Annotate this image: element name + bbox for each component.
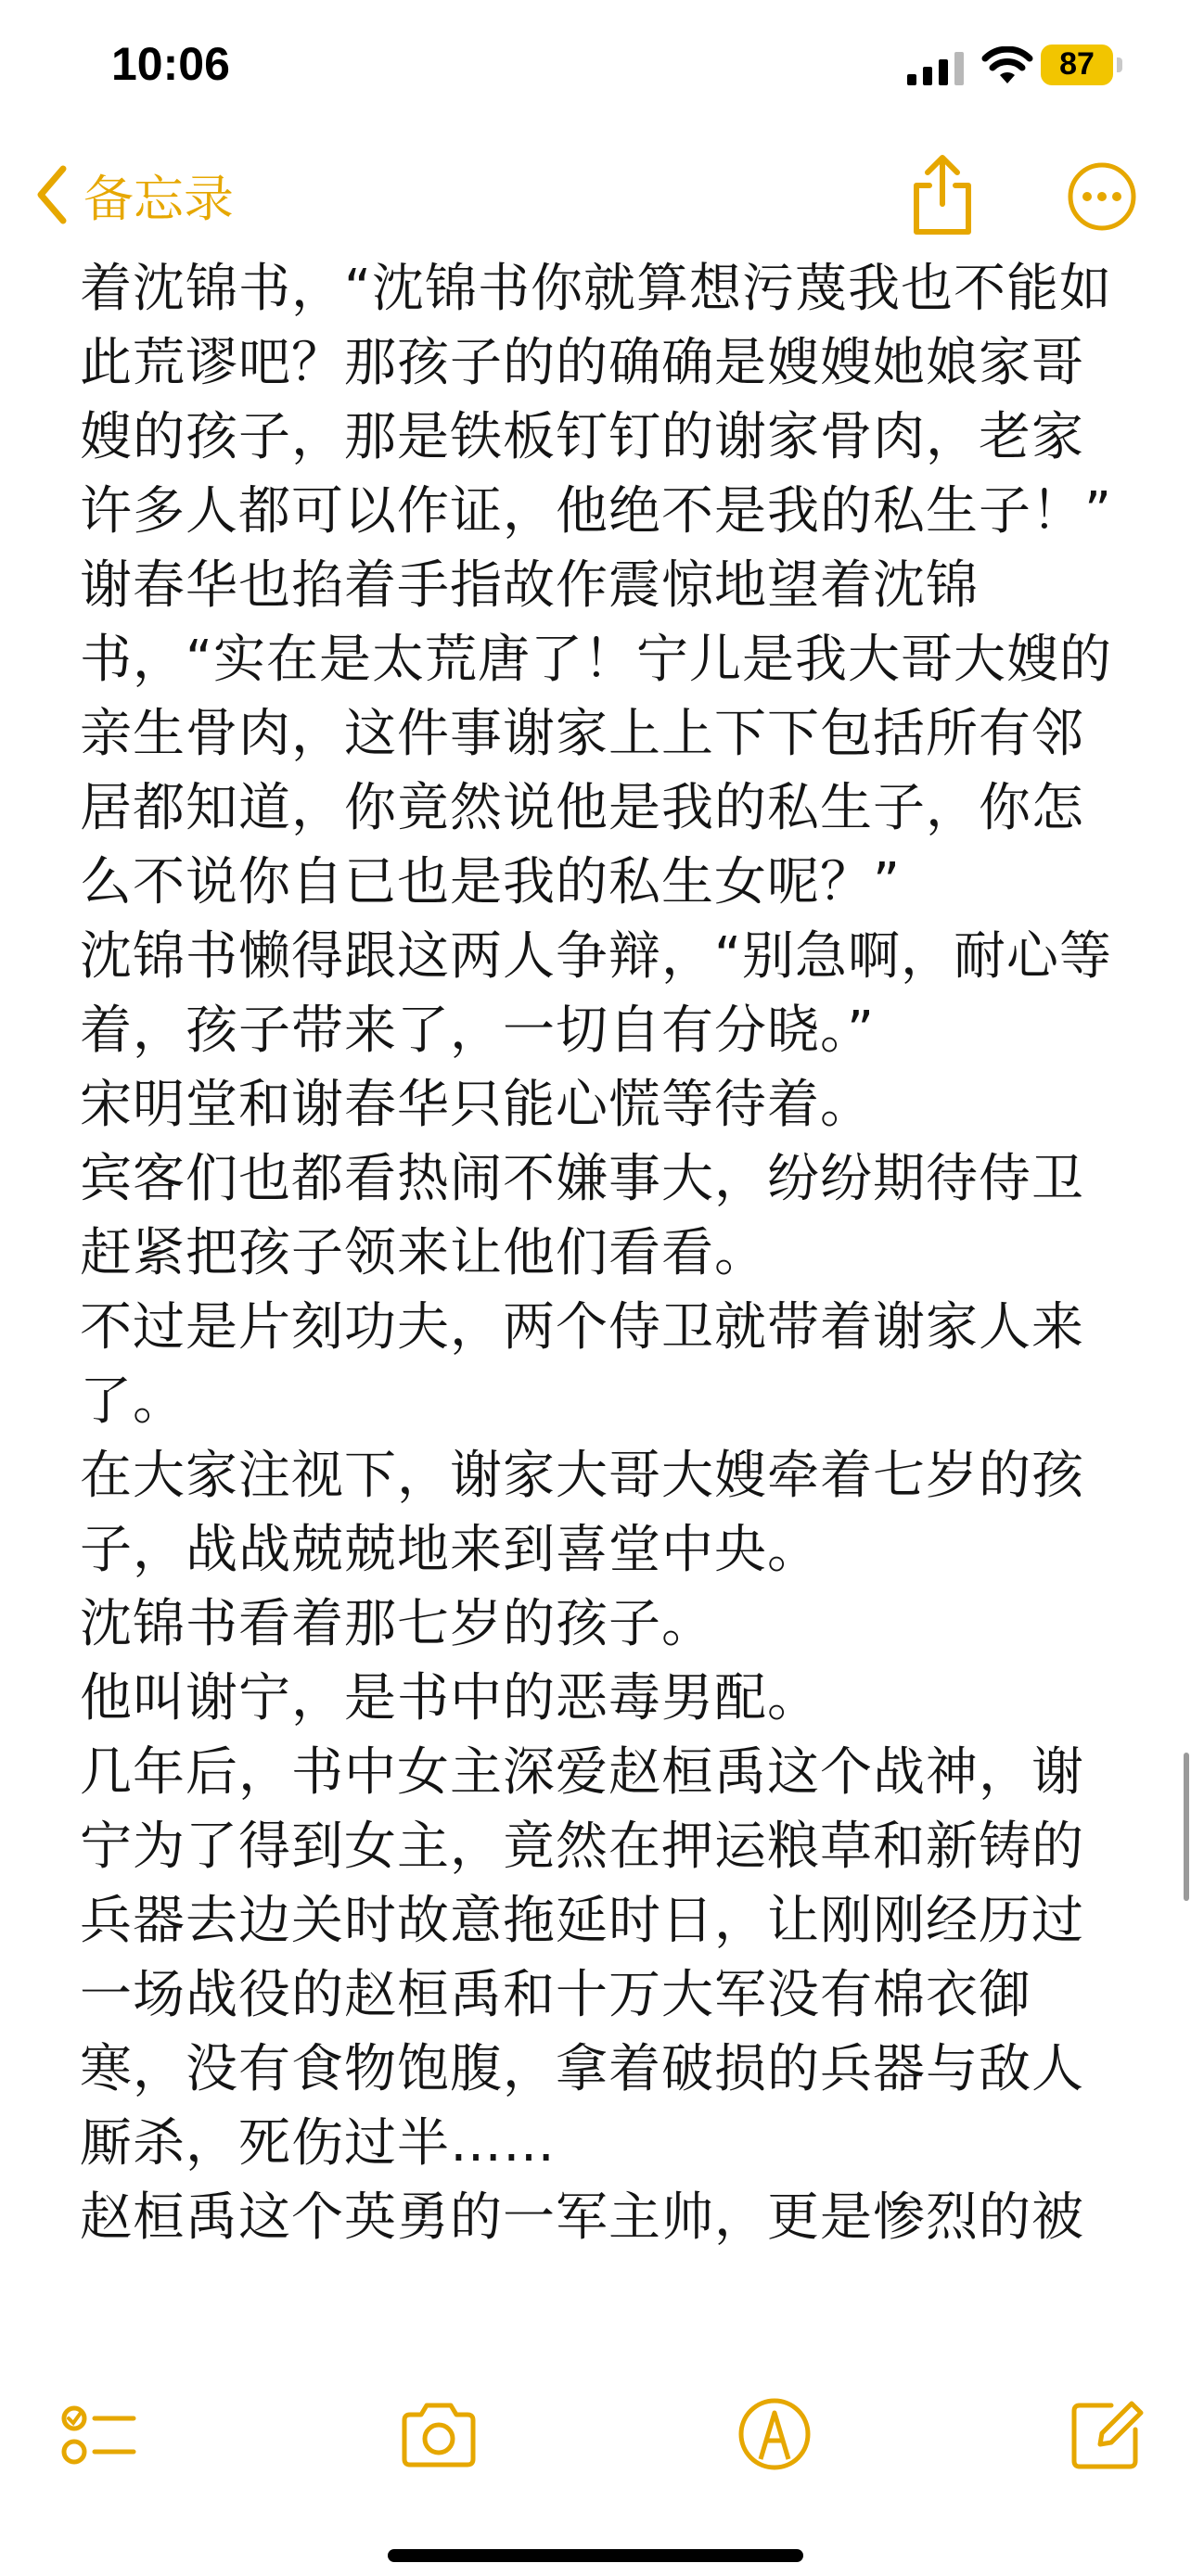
note-paragraph: 着沈锦书，“沈锦书你就算想污蔑我也不能如此荒谬吧？那孩子的的确确是嫂嫂她娘家哥嫂的孩子，那是铁板钉钉的谢家骨肉，老家许多人都可以作证，他绝不是我的私生子！” [80,259,1113,542]
home-indicator[interactable] [388,2549,803,2562]
more-options-icon[interactable] [1065,159,1139,234]
navigation-bar [0,139,1191,250]
note-paragraph: 在大家注视下，谢家大哥大嫂牵着七岁的孩子，战战兢兢地来到喜堂中央。 [80,1446,1084,1580]
note-body[interactable] [80,252,1119,2376]
status-time: 10:06 [111,38,230,90]
status-bar [0,0,1191,130]
note-paragraph: 不过是片刻功夫，两个侍卫就带着谢家人来了。 [80,1297,1084,1432]
note-paragraph: 宋明堂和谢春华只能心慌等待着。 [80,1075,873,1135]
note-paragraph: 沈锦书懒得跟这两人争辩，“别急啊，耐心等着，孩子带来了，一切自有分晓。” [80,926,1113,1061]
share-icon[interactable] [905,152,980,237]
note-paragraph: 几年后，书中女主深爱赵桓禹这个战神，谢宁为了得到女主，竟然在押运粮草和新铸的兵器去边关时故意拖延时日，让刚刚经历过一场战役的赵桓禹和十万大军没有棉衣御寒，没有食物饱腹，拿着破损的兵器与敌人厮杀，死伤过半…… [80,1742,1084,2174]
note-paragraph: 赵桓禹这个英勇的一军主帅，更是惨烈的被 [80,2187,1084,2248]
note-paragraph: 他叫谢宁，是书中的恶毒男配。 [80,1668,820,1728]
note-paragraph: 宾客们也都看热闹不嫌事大，纷纷期待侍卫赶紧把孩子领来让他们看看。 [80,1149,1084,1283]
wifi-icon [981,46,1033,85]
bottom-toolbar [0,2374,1191,2576]
chevron-left-icon [33,163,70,226]
scroll-indicator[interactable] [1184,1753,1189,1901]
back-button-label: 备忘录 [83,169,234,228]
note-paragraph: 沈锦书看着那七岁的孩子。 [80,1594,714,1654]
markup-icon[interactable] [733,2392,816,2476]
battery-indicator [1041,45,1113,85]
battery-cap [1117,57,1122,72]
checklist-icon[interactable] [58,2392,141,2476]
compose-icon[interactable] [1065,2392,1148,2476]
camera-icon[interactable] [397,2392,480,2476]
back-button[interactable] [33,158,234,232]
cellular-signal-icon [907,52,967,85]
battery-level: 87 [1059,46,1095,82]
note-paragraph: 谢春华也掐着手指故作震惊地望着沈锦书，“实在是太荒唐了！宁儿是我大哥大嫂的亲生骨肉，这件事谢家上上下下包括所有邻居都知道，你竟然说他是我的私生子，你怎么不说你自已也是我的私生女呢？” [80,555,1113,912]
